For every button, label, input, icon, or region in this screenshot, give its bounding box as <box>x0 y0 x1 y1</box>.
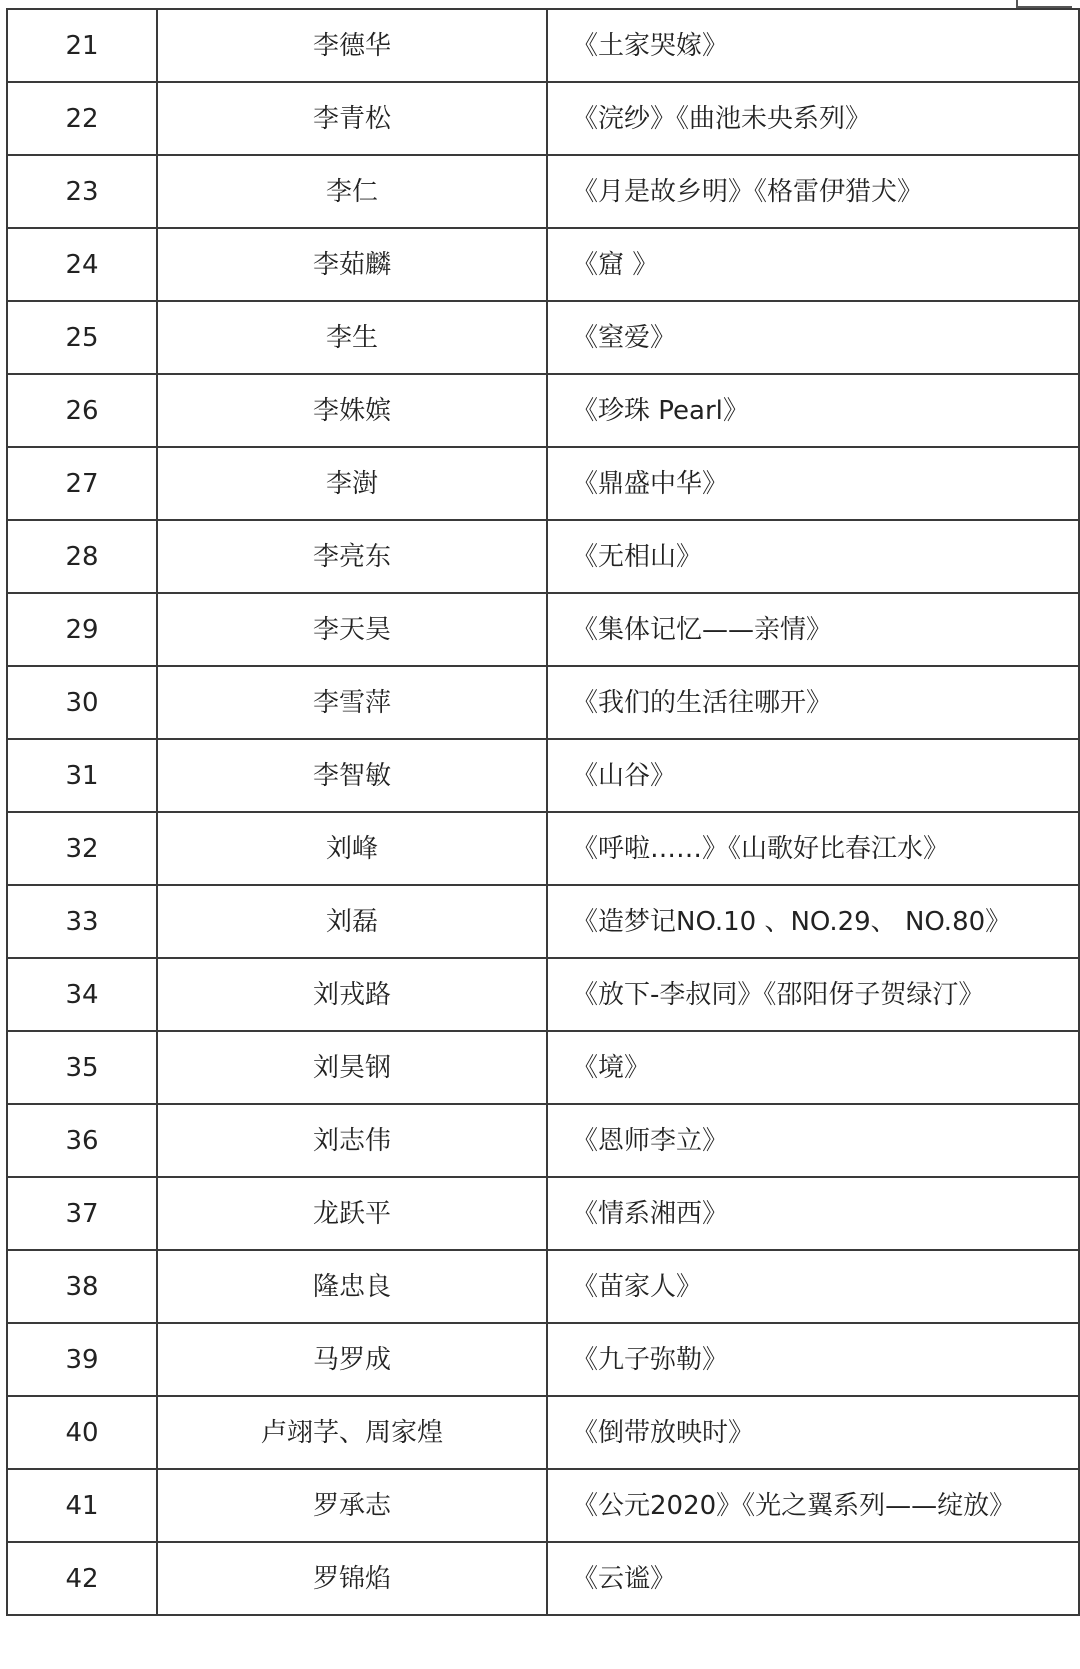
artwork-title-cell: 《恩师李立》 <box>547 1104 1079 1177</box>
row-number-cell: 31 <box>7 739 157 812</box>
row-number-cell: 34 <box>7 958 157 1031</box>
row-number-cell: 22 <box>7 82 157 155</box>
row-number-cell: 36 <box>7 1104 157 1177</box>
artwork-table <box>6 8 1080 1616</box>
artwork-title-cell: 《九子弥勒》 <box>547 1323 1079 1396</box>
table-row <box>7 374 1079 447</box>
artist-name-cell: 李生 <box>157 301 547 374</box>
table-row <box>7 739 1079 812</box>
artist-name-cell: 李天昊 <box>157 593 547 666</box>
table-row <box>7 1323 1079 1396</box>
artwork-title-cell: 《窟 》 <box>547 228 1079 301</box>
row-number-cell: 37 <box>7 1177 157 1250</box>
artwork-title-cell: 《珍珠 Pearl》 <box>547 374 1079 447</box>
artwork-title-cell: 《山谷》 <box>547 739 1079 812</box>
row-number-cell: 40 <box>7 1396 157 1469</box>
table-row <box>7 885 1079 958</box>
table-row <box>7 1542 1079 1615</box>
table-row <box>7 1104 1079 1177</box>
table-row <box>7 1469 1079 1542</box>
row-number-cell: 26 <box>7 374 157 447</box>
artist-name-cell: 刘志伟 <box>157 1104 547 1177</box>
artwork-title-cell: 《鼎盛中华》 <box>547 447 1079 520</box>
artist-name-cell: 李澍 <box>157 447 547 520</box>
row-number-cell: 21 <box>7 9 157 82</box>
table-row <box>7 520 1079 593</box>
artist-name-cell: 刘戎路 <box>157 958 547 1031</box>
row-number-cell: 25 <box>7 301 157 374</box>
artwork-title-cell: 《苗家人》 <box>547 1250 1079 1323</box>
artist-name-cell: 卢翊芓、周家煌 <box>157 1396 547 1469</box>
table-row <box>7 301 1079 374</box>
table-body <box>7 9 1079 1615</box>
artist-name-cell: 李姝嫔 <box>157 374 547 447</box>
table-row <box>7 155 1079 228</box>
artist-name-cell: 刘昊钢 <box>157 1031 547 1104</box>
table-row <box>7 82 1079 155</box>
row-number-cell: 23 <box>7 155 157 228</box>
artwork-title-cell: 《无相山》 <box>547 520 1079 593</box>
artwork-title-cell: 《土家哭嫁》 <box>547 9 1079 82</box>
row-number-cell: 30 <box>7 666 157 739</box>
artwork-title-cell: 《公元2020》《光之翼系列——绽放》 <box>547 1469 1079 1542</box>
table-row <box>7 1396 1079 1469</box>
row-number-cell: 35 <box>7 1031 157 1104</box>
artwork-title-cell: 《窒爱》 <box>547 301 1079 374</box>
artist-name-cell: 李雪萍 <box>157 666 547 739</box>
row-number-cell: 38 <box>7 1250 157 1323</box>
artwork-title-cell: 《呼啦……》《山歌好比春江水》 <box>547 812 1079 885</box>
artist-name-cell: 罗锦焰 <box>157 1542 547 1615</box>
artwork-title-cell: 《境》 <box>547 1031 1079 1104</box>
row-number-cell: 28 <box>7 520 157 593</box>
artwork-title-cell: 《集体记忆——亲情》 <box>547 593 1079 666</box>
row-number-cell: 41 <box>7 1469 157 1542</box>
artist-name-cell: 李青松 <box>157 82 547 155</box>
row-number-cell: 27 <box>7 447 157 520</box>
artwork-title-cell: 《情系湘西》 <box>547 1177 1079 1250</box>
artist-name-cell: 龙跃平 <box>157 1177 547 1250</box>
artist-name-cell: 刘峰 <box>157 812 547 885</box>
table-row <box>7 958 1079 1031</box>
artwork-title-cell: 《云谧》 <box>547 1542 1079 1615</box>
table-row <box>7 666 1079 739</box>
artwork-title-cell: 《放下-李叔同》《邵阳伢子贺绿汀》 <box>547 958 1079 1031</box>
table-row <box>7 228 1079 301</box>
row-number-cell: 39 <box>7 1323 157 1396</box>
artist-name-cell: 李德华 <box>157 9 547 82</box>
table-row <box>7 812 1079 885</box>
artist-name-cell: 李仁 <box>157 155 547 228</box>
artwork-title-cell: 《我们的生活往哪开》 <box>547 666 1079 739</box>
artist-name-cell: 李智敏 <box>157 739 547 812</box>
artist-name-cell: 隆忠良 <box>157 1250 547 1323</box>
artist-name-cell: 罗承志 <box>157 1469 547 1542</box>
artist-name-cell: 马罗成 <box>157 1323 547 1396</box>
row-number-cell: 42 <box>7 1542 157 1615</box>
artwork-list-sheet <box>6 8 1074 1616</box>
row-number-cell: 32 <box>7 812 157 885</box>
table-row <box>7 1031 1079 1104</box>
table-row <box>7 1177 1079 1250</box>
row-number-cell: 24 <box>7 228 157 301</box>
table-row <box>7 1250 1079 1323</box>
artwork-title-cell: 《造梦记NO.10 、NO.29、 NO.80》 <box>547 885 1079 958</box>
artwork-title-cell: 《浣纱》《曲池未央系列》 <box>547 82 1079 155</box>
artist-name-cell: 李亮东 <box>157 520 547 593</box>
artist-name-cell: 刘磊 <box>157 885 547 958</box>
row-number-cell: 29 <box>7 593 157 666</box>
artist-name-cell: 李茹麟 <box>157 228 547 301</box>
table-row <box>7 593 1079 666</box>
artwork-title-cell: 《月是故乡明》《格雷伊猎犬》 <box>547 155 1079 228</box>
row-number-cell: 33 <box>7 885 157 958</box>
table-row <box>7 9 1079 82</box>
artwork-title-cell: 《倒带放映时》 <box>547 1396 1079 1469</box>
corner-tab-mark <box>1016 0 1072 8</box>
table-row <box>7 447 1079 520</box>
